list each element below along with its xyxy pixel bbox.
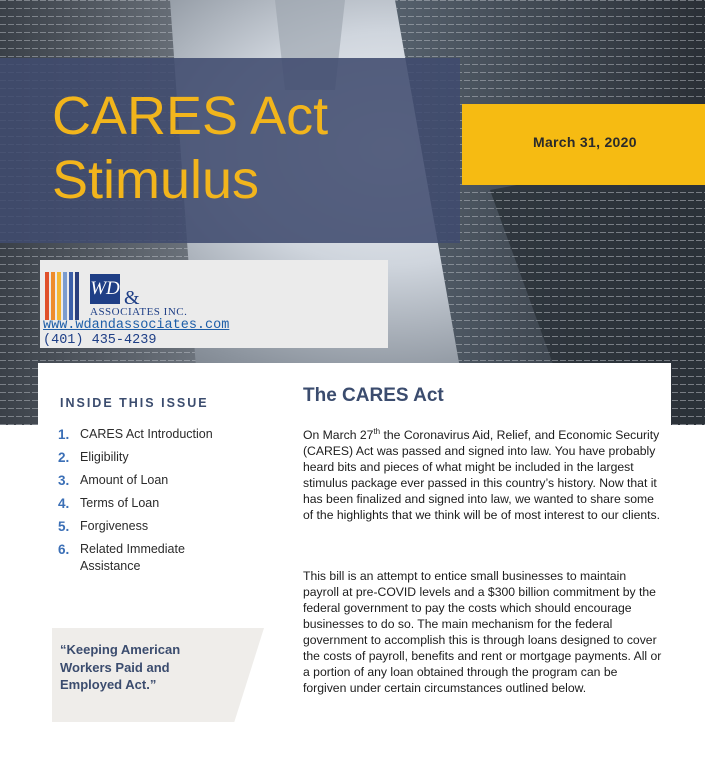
article-paragraph-2: This bill is an attempt to entice small businesses to maintain payroll at pre-COVID levels and a $300 billion commitment by the federal government to pay the costs which should encourage businesses to do so. The main mechanism for the federal government to accomplish this is through loans designed to cover the costs of payroll, benefits and rent or mortgage payments. All or a portion of any loan obtained through the program can be forgiven under certain circumstances outlined below. bbox=[303, 569, 662, 695]
list-number: 6. bbox=[58, 542, 70, 557]
logo-stripe bbox=[69, 272, 73, 320]
logo-ampersand: & bbox=[124, 287, 140, 309]
list-label: Amount of Loan bbox=[80, 473, 169, 487]
list-item bbox=[58, 449, 248, 466]
list-number: 3. bbox=[58, 473, 70, 488]
logo-stripe bbox=[75, 272, 79, 320]
list-label: Forgiveness bbox=[80, 519, 149, 533]
issue-date: March 31, 2020 bbox=[533, 134, 637, 150]
phone-number: (401) 435-4239 bbox=[43, 333, 157, 348]
list-number: 1. bbox=[58, 427, 70, 442]
page-title: CARES Act Stimulus bbox=[52, 86, 329, 210]
issue-contents-list bbox=[58, 426, 248, 581]
logo-stripe bbox=[63, 272, 67, 320]
ordinal-suffix: th bbox=[373, 426, 381, 436]
logo-stripe bbox=[57, 272, 61, 320]
pull-quote: “Keeping American Workers Paid and Employed Act.” bbox=[60, 642, 181, 692]
list-item bbox=[58, 426, 248, 443]
list-number: 2. bbox=[58, 450, 70, 465]
website-link[interactable]: www.wdandassociates.com bbox=[43, 318, 230, 333]
list-label: CARES Act Introduction bbox=[80, 427, 213, 441]
logo-company-name: ASSOCIATES INC. bbox=[90, 306, 188, 318]
logo-stripe bbox=[45, 272, 49, 320]
paragraph-text: the Coronavirus Aid, Relief, and Economic Security (CARES) Act was passed and signed into law. You have probably heard bits and pieces of what might be included in the largest stimulus package ever passed in this country’s history. Now that it has been finalized and signed into law, we wanted to share some of the highlights that we think will be of most interest to our clients. bbox=[303, 428, 661, 522]
list-item bbox=[58, 518, 248, 535]
list-number: 4. bbox=[58, 496, 70, 511]
logo-wd-icon: WD bbox=[90, 274, 120, 304]
list-number: 5. bbox=[58, 519, 70, 534]
list-label: Terms of Loan bbox=[80, 496, 160, 510]
inside-this-issue-heading: INSIDE THIS ISSUE bbox=[60, 396, 209, 410]
article-title: The CARES Act bbox=[303, 385, 444, 406]
article-paragraph-1 bbox=[303, 427, 663, 523]
logo-box bbox=[40, 260, 388, 348]
list-item bbox=[58, 495, 248, 512]
list-label: Eligibility bbox=[80, 450, 129, 464]
list-label: Related Immediate Assistance bbox=[80, 542, 185, 573]
list-item bbox=[58, 541, 248, 575]
paragraph-text: On March 27 bbox=[303, 428, 374, 442]
list-item bbox=[58, 472, 248, 489]
logo-stripe bbox=[51, 272, 55, 320]
